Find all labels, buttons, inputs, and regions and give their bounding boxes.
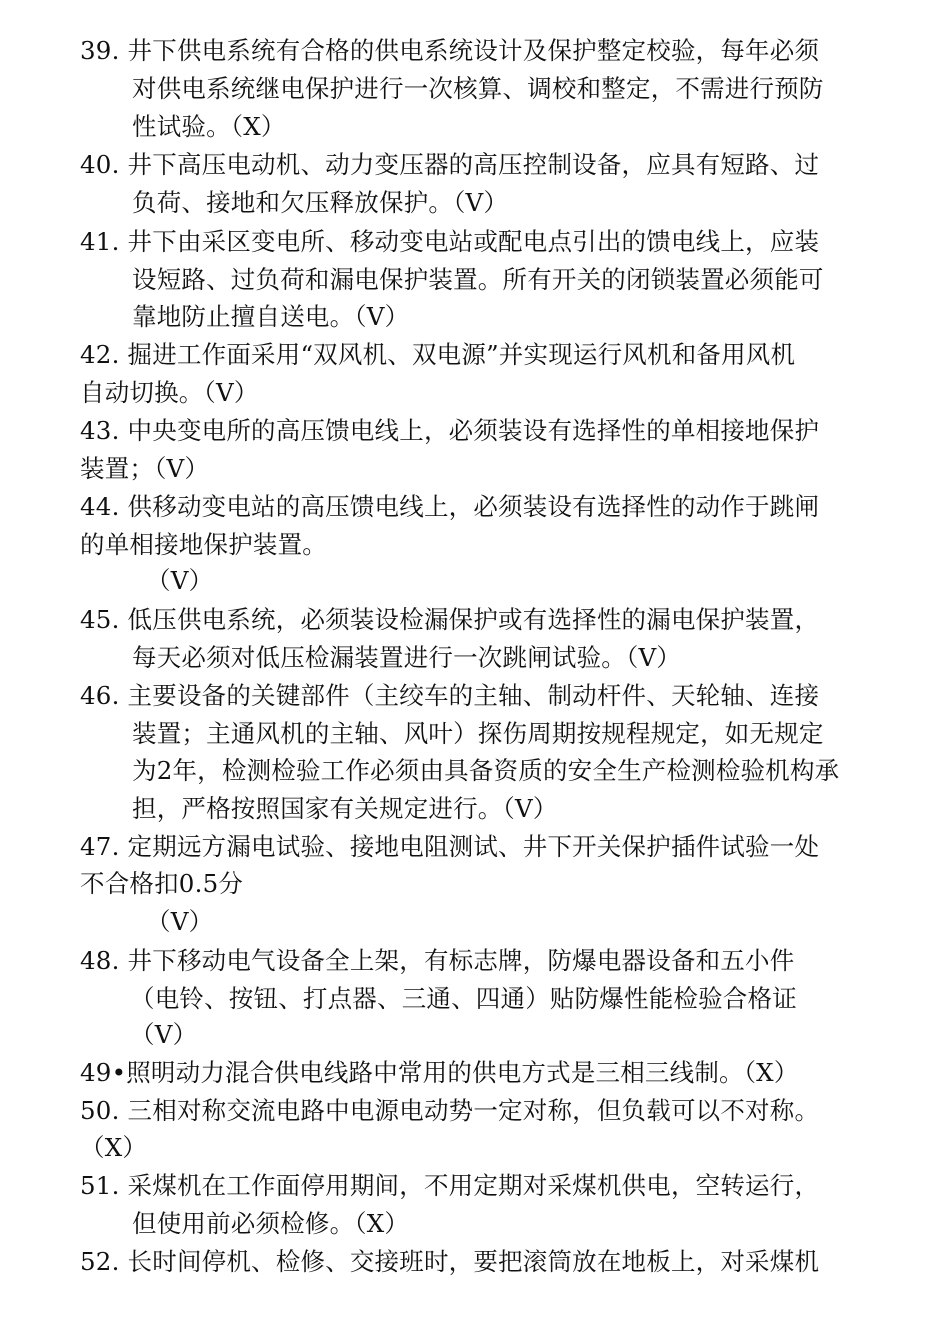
text-line: （X） [80, 1133, 148, 1162]
text-line: 47. 定期远方漏电试验、接地电阻测试、井下开关保护插件试验一处 [80, 832, 820, 861]
text-line: 41. 井下由采区变电所、移动变电站或配电点引出的馈电线上，应装 [80, 227, 820, 256]
text-line: 不合格扣0.5分 [80, 869, 244, 898]
text-line: 设短路、过负荷和漏电保护装置。所有开关的闭锁装置必须能可 [132, 265, 824, 294]
text-line: 的单相接地保护装置。 [80, 530, 327, 559]
text-line: 51. 采煤机在工作面停用期间，不用定期对采煤机供电，空转运行， [80, 1171, 820, 1200]
text-line: 42. 掘进工作面采用“双风机、双电源”并实现运行风机和备用风机 [80, 340, 796, 369]
text-line: 自动切换。（V） [80, 378, 259, 407]
text-line: （电铃、按钮、打点器、三通、四通）贴防爆性能检验合格证 [130, 984, 797, 1013]
text-line: 靠地防止擅自送电。（V） [132, 302, 410, 331]
text-line: 为2年，检测检验工作必须由具备资质的安全生产检测检验机构承 [132, 756, 840, 785]
text-line: 装置；（V） [80, 454, 210, 483]
text-line: 52. 长时间停机、检修、交接班时，要把滚筒放在地板上，对采煤机 [80, 1247, 820, 1276]
text-line: 49•照明动力混合供电线路中常用的供电方式是三相三线制。（X） [80, 1058, 799, 1087]
text-line: 44. 供移动变电站的高压馈电线上，必须装设有选择性的动作于跳闸 [80, 492, 820, 521]
text-line: 39. 井下供电系统有合格的供电系统设计及保护整定校验，每年必须 [80, 36, 820, 65]
text-line: 48. 井下移动电气设备全上架，有标志牌，防爆电器设备和五小件 [80, 946, 795, 975]
text-line: 性试验。（X） [132, 112, 286, 141]
text-line: 装置；主通风机的主轴、风叶）探伤周期按规程规定，如无规定 [132, 719, 824, 748]
text-line: 担，严格按照国家有关规定进行。（V） [132, 794, 558, 823]
text-line: 40. 井下高压电动机、动力变压器的高压控制设备，应具有短路、过 [80, 150, 820, 179]
text-line: 每天必须对低压检漏装置进行一次跳闸试验。（V） [132, 643, 682, 672]
text-line: （V） [130, 1020, 198, 1049]
text-line: （V） [146, 566, 214, 595]
text-line: （V） [146, 907, 214, 936]
text-line: 46. 主要设备的关键部件（主绞车的主轴、制动杆件、天轮轴、连接 [80, 681, 820, 710]
text-line: 但使用前必须检修。（X） [132, 1209, 410, 1238]
text-line: 45. 低压供电系统，必须装设检漏保护或有选择性的漏电保护装置， [80, 605, 820, 634]
text-line: 负荷、接地和欠压释放保护。（V） [132, 188, 509, 217]
text-line: 43. 中央变电所的高压馈电线上，必须装设有选择性的单相接地保护 [80, 416, 820, 445]
text-line: 50. 三相对称交流电路中电源电动势一定对称，但负载可以不对称。 [80, 1096, 820, 1125]
text-line: 对供电系统继电保护进行一次核算、调校和整定，不需进行预防 [132, 74, 824, 103]
